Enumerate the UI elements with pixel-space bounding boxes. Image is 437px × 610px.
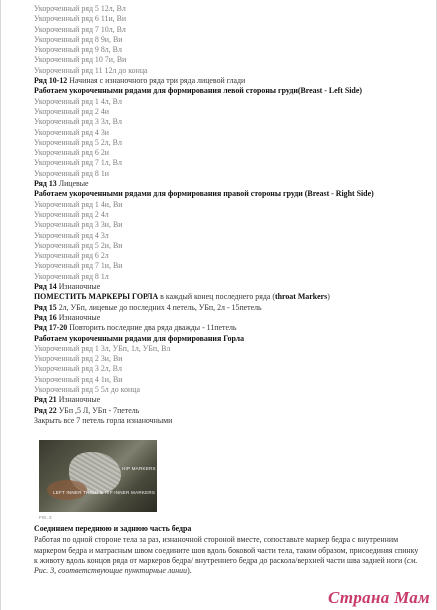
row-13: Ряд 13 Лицевые: [34, 179, 89, 189]
short-row-line: Укороченный ряд 3 3и, Ви: [34, 220, 123, 230]
throat-rows-list: [34, 344, 424, 395]
row-16: Ряд 16 Изнаночные: [34, 312, 101, 322]
row-17-20: Ряд 17-20 Повторить последние два ряда дважды - 11петель: [34, 323, 237, 333]
short-row-line: Укороченный ряд 6 2л: [34, 251, 109, 261]
pattern-text: [34, 4, 424, 426]
short-row-line: Укороченный ряд 5 12л, Вл: [34, 4, 126, 13]
short-row-line: Укороченный ряд 4 1и, Ви: [34, 374, 123, 384]
join-heading: Соединяем переднюю и заднюю часть бедра: [34, 524, 192, 533]
right-breast-rows-list: [34, 200, 424, 282]
site-watermark-logo: Страна Мам: [327, 588, 430, 607]
left-breast-rows-list: [34, 97, 424, 179]
photo-caption-inner-markers: LEFT INNER THIGH & HIP INNER MARKERS: [53, 490, 156, 495]
knitting-photo: [39, 440, 157, 512]
bind-off-instruction: Закрыть все 7 петель горла изнаночными: [34, 415, 173, 425]
short-row-line: Укороченный ряд 8 1л: [34, 271, 109, 281]
short-row-line: Укороченный ряд 5 5л до конца: [34, 384, 140, 394]
short-row-line: Укороченный ряд 7 1л, Вл: [34, 158, 122, 168]
left-breast-heading: Работаем укороченными рядами для формирования левой стороны груди(Breast - Left Side): [34, 86, 362, 96]
join-section: [34, 524, 419, 576]
join-body: Работая по одной стороне тела за раз, изнаночной стороной вместе, сопоставьте маркер бедра с внутренним маркером бедра и матрасным швом соедините шов вдоль боковой части тела, таким образом, присоединяя спинку к животу вдоль концов ряда от маркеров бедра/ внутреннего бедра до раскола/верхней части шва задней ноги (см. Рис. 3, соответствующие пунктирные линии).: [34, 535, 419, 576]
short-row-line: Укороченный ряд 5 2и, Ви: [34, 240, 123, 250]
row-21: Ряд 21 Изнаночные: [34, 395, 101, 405]
right-breast-heading: Работаем укороченными рядами для формирования правой стороны груди (Breast - Right Side): [34, 189, 374, 199]
short-row-line: Укороченный ряд 6 2и: [34, 148, 110, 158]
short-row-line: Укороченный ряд 7 10л, Вл: [34, 24, 126, 34]
short-row-line: Укороченный ряд 4 3и: [34, 127, 110, 137]
short-row-line: Укороченный ряд 2 4и: [34, 106, 110, 116]
short-row-line: Укороченный ряд 2 3и, Ви: [34, 354, 123, 364]
row-15: Ряд 15 2л, УБп, лицевые до последних 4 петель, УБп, 2л - 15петель: [34, 302, 262, 312]
short-row-line: Укороченный ряд 2 4л: [34, 209, 109, 219]
short-row-line: Укороченный ряд 3 3л, Вл: [34, 117, 122, 127]
row-14: Ряд 14 Изнаночные: [34, 282, 101, 292]
throat-heading: Работаем укороченными рядами для формирования Горла: [34, 333, 245, 343]
short-row-line: Укороченный ряд 3 2л, Вл: [34, 364, 122, 374]
short-row-line: Укороченный ряд 7 1и, Ви: [34, 261, 123, 271]
row-22: Ряд 22 УБп ,5 Л, УБп - 7петель: [34, 405, 140, 415]
figure-label: FIG. 3: [39, 515, 52, 520]
short-row-line: Укороченный ряд 9 8л, Вл: [34, 45, 122, 55]
short-row-line: Укороченный ряд 10 7и, Ви: [34, 55, 127, 65]
row-10-12: Ряд 10-12 Начиная с изнаночного ряда три ряда лицевой глади: [34, 76, 246, 86]
short-row-line: Укороченный ряд 5 2л, Вл: [34, 137, 122, 147]
short-row-line: Укороченный ряд 1 4и, Ви: [34, 199, 123, 209]
throat-markers-instruction: ПОМЕСТИТЬ МАРКЕРЫ ГОРЛА в каждый конец последнего ряда (throat Markers): [34, 292, 330, 302]
short-row-line: Укороченный ряд 8 9и, Ви: [34, 34, 123, 44]
short-row-line: Укороченный ряд 6 11и, Ви: [34, 14, 127, 24]
photo-caption-hip-markers: HIP MARKERS: [122, 466, 156, 471]
short-row-line: Укороченный ряд 4 3л: [34, 230, 109, 240]
short-rows-top-list: [34, 4, 424, 76]
short-row-line: Укороченный ряд 1 4л, Вл: [34, 96, 122, 106]
short-row-line: Укороченный ряд 8 1и: [34, 168, 110, 178]
short-row-line: Укороченный ряд 1 3л, УБп, 1л, УБп, Вл: [34, 343, 171, 353]
short-row-line: Укороченный ряд 11 12л до конца: [34, 65, 148, 75]
